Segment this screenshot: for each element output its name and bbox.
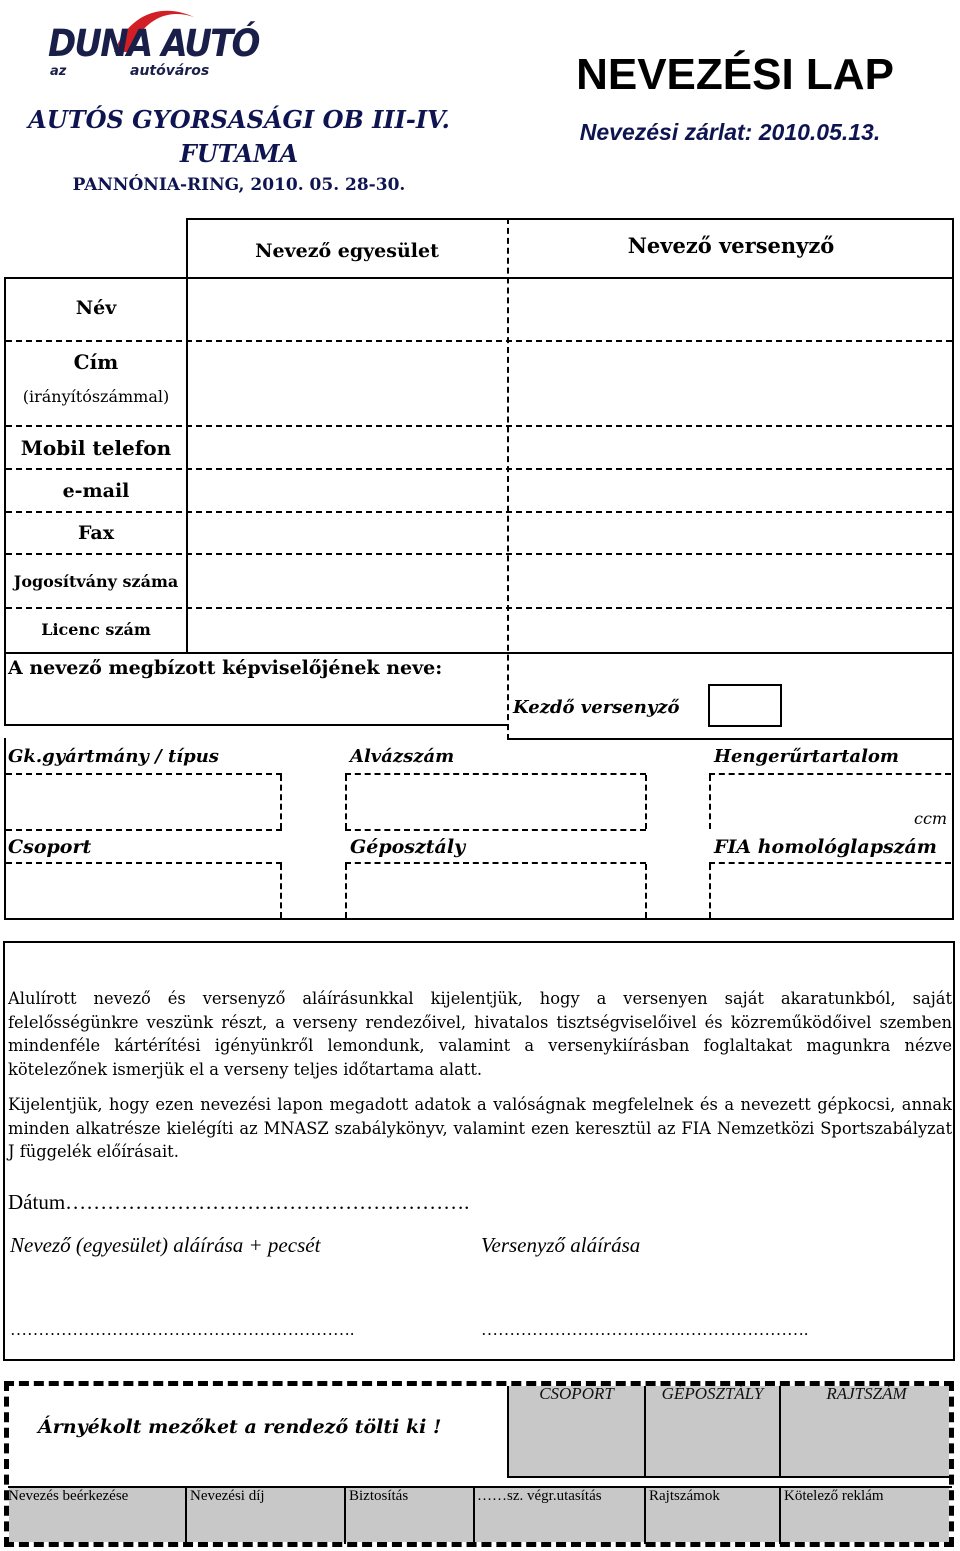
make-type-label: Gk.gyártmány / típus	[8, 746, 219, 767]
logo	[44, 4, 259, 86]
entry-deadline: Nevezési zárlat: 2010.05.13.	[579, 119, 881, 145]
group-label: Csoport	[8, 836, 92, 858]
row-name-label: Név	[75, 297, 117, 319]
organizer-mandatory-ads: Kötelező reklám	[784, 1488, 884, 1504]
organizer-class-label: GÉPOSZTÁLY	[661, 1384, 764, 1403]
row-address-label: Cím	[73, 350, 119, 374]
organizer-regulation: ……sz. végr.utasítás	[477, 1488, 602, 1504]
make-type-field[interactable]	[8, 777, 278, 827]
row-address-note: (irányítószámmal)	[22, 387, 170, 406]
club-signature-line[interactable]: …………………………………………………….	[10, 1320, 355, 1339]
column-driver: Nevező versenyző	[627, 233, 835, 258]
driver-signature-line[interactable]: ………………………………………………….	[481, 1320, 809, 1339]
organizer-insurance: Biztosítás	[349, 1488, 409, 1504]
class-label: Géposztály	[350, 836, 466, 858]
mobile-driver-field[interactable]	[510, 428, 952, 467]
organizer-entry-received: Nevezés beérkezése	[8, 1488, 129, 1504]
homologation-field[interactable]	[713, 866, 949, 916]
date-field[interactable]: Dátum………………………………………………….	[8, 1190, 470, 1214]
club-signature-label: Nevező (egyesület) aláírása + pecsét	[10, 1233, 321, 1257]
driver-signature-label: Versenyző aláírása	[481, 1233, 641, 1257]
organizer-start-numbers: Rajtszámok	[649, 1488, 720, 1504]
organizer-entry-fee: Nevezési díj	[190, 1488, 265, 1504]
name-club-field[interactable]	[188, 279, 506, 339]
mobile-club-field[interactable]	[188, 428, 506, 467]
chassis-label: Alvázszám	[350, 746, 455, 767]
form-title: NEVEZÉSI LAP	[576, 50, 894, 99]
license-number-club-field[interactable]	[188, 556, 506, 606]
name-driver-field[interactable]	[510, 279, 952, 339]
event-title: AUTÓS GYORSASÁGI OB III-IV. FUTAMA	[28, 105, 450, 168]
row-license-number-label: Jogosítvány száma	[13, 572, 179, 591]
row-fax-label: Fax	[77, 522, 115, 544]
chassis-field[interactable]	[349, 777, 643, 827]
logo-subtext: autóváros	[130, 63, 210, 79]
group-field[interactable]	[8, 866, 278, 916]
displacement-field[interactable]	[713, 777, 913, 827]
organizer-start-number-label: RAJTSZÁM	[826, 1384, 907, 1403]
email-driver-field[interactable]	[510, 471, 952, 510]
beginner-checkbox[interactable]	[708, 684, 782, 727]
column-club: Nevező egyesület	[255, 240, 439, 262]
license-number-driver-field[interactable]	[510, 556, 952, 606]
row-licence-label: Licenc szám	[41, 620, 151, 639]
representative-label: A nevező megbízott képviselőjének neve:	[8, 657, 443, 679]
ccm-unit: ccm	[914, 809, 948, 828]
declaration-paragraph-1: Alulírott nevező és versenyző aláírásunkkal kijelentjük, hogy a versenyen saját akaratunkból, saját felelősségünkre veszünk részt, a verseny rendezőivel, hivatalos tisztségviselőivel és közreműködőivel szemben mindenféle kártérítési igényünkről lemondunk, valamint a versenykiírásban foglaltakat magunkra nézve kötelezőnek ismerjük el a verseny teljes időtartama alatt.	[8, 989, 952, 1080]
licence-driver-field[interactable]	[510, 610, 952, 651]
event-location: PANNÓNIA-RING, 2010. 05. 28-30.	[72, 175, 406, 195]
row-email-label: e-mail	[62, 480, 130, 502]
organizer-group-label: CSOPORT	[539, 1384, 614, 1403]
declaration-paragraph-2: Kijelentjük, hogy ezen nevezési lapon megadott adatok a valóságnak megfelelnek és a nevezett gépkocsi, annak minden alkatrésze kielégíti az MNASZ szabálykönyv, valamint ezen keresztül az FIA Nemzetközi Sportszabályzat J függelék előírásait.	[8, 1095, 952, 1162]
displacement-label: Hengerűrtartalom	[714, 746, 899, 767]
address-club-field[interactable]	[188, 343, 506, 424]
logo-subtext-small: az	[50, 64, 67, 79]
organizer-note: Árnyékolt mezőket a rendező tölti ki !	[38, 1416, 442, 1438]
logo-text: DUNA AUTÓ	[48, 22, 259, 65]
fax-club-field[interactable]	[188, 514, 506, 552]
representative-field[interactable]	[8, 684, 504, 722]
email-club-field[interactable]	[188, 471, 506, 510]
homologation-label: FIA homológlapszám	[714, 836, 937, 858]
beginner-label: Kezdő versenyző	[513, 697, 680, 718]
class-field[interactable]	[349, 866, 643, 916]
row-mobile-label: Mobil telefon	[20, 436, 172, 460]
address-driver-field[interactable]	[510, 343, 952, 424]
fax-driver-field[interactable]	[510, 514, 952, 552]
